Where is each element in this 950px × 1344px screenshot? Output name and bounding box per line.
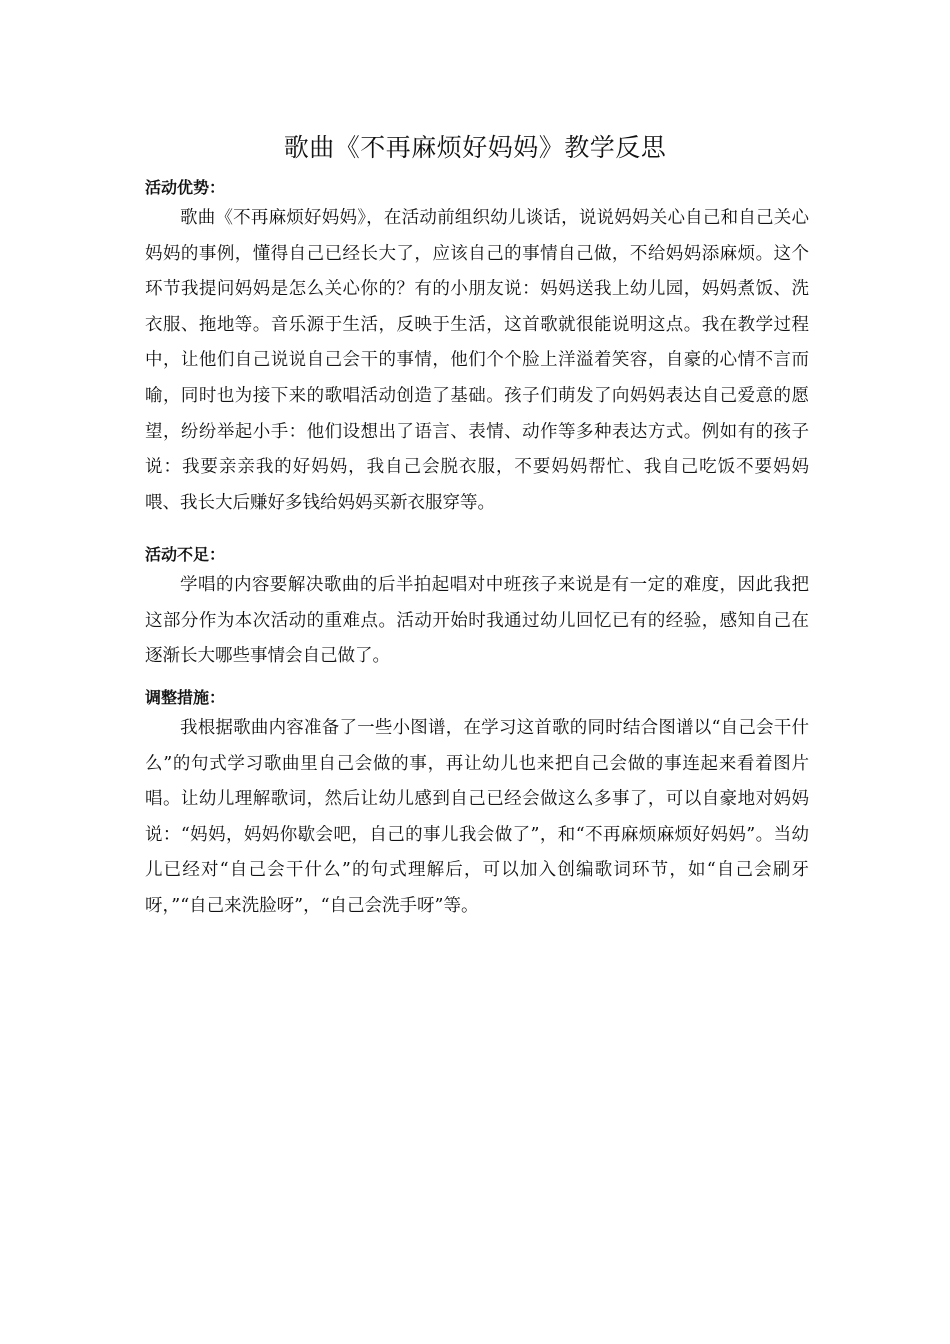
section-advantages	[145, 175, 809, 521]
section-text-adjustments: 我根据歌曲内容准备了一些小图谱，在学习这首歌的同时结合图谱以“自己会干什么”的句式学习歌曲里自己会做的事，再让幼儿也来把自己会做的事连起来看着图片唱。让幼儿理解歌词，然后让幼儿感到自己已经会做这么多事了，可以自豪地对妈妈说：“妈妈，妈妈你歇会吧，自己的事儿我会做了”，和“不再麻烦麻烦好妈妈”。当幼儿已经对“自己会干什么”的句式理解后，可以加入创编歌词环节，如“自己会刷牙呀，”“自己来洗脸呀”，“自己会洗手呀”等。	[145, 718, 809, 916]
section-heading-adjustments: 调整措施：	[145, 688, 226, 707]
section-text-advantages: 歌曲《不再麻烦好妈妈》，在活动前组织幼儿谈话，说说妈妈关心自己和自己关心妈妈的事例，懂得自己已经长大了，应该自己的事情自己做，不给妈妈添麻烦。这个环节我提问妈妈是怎么关心你的？有的小朋友说：妈妈送我上幼儿园，妈妈煮饭、洗衣服、拖地等。音乐源于生活，反映于生活，这首歌就很能说明这点。我在教学过程中，让他们自己说说自己会干的事情，他们个个脸上洋溢着笑容，自豪的心情不言而喻，同时也为接下来的歌唱活动创造了基础。孩子们萌发了向妈妈表达自己爱意的愿望，纷纷举起小手：他们设想出了语言、表情、动作等多种表达方式。例如有的孩子说：我要亲亲我的好妈妈，我自己会脱衣服，不要妈妈帮忙、我自己吃饭不要妈妈喂、我长大后赚好多钱给妈妈买新衣服穿等。	[145, 208, 809, 513]
section-text-shortcomings: 学唱的内容要解决歌曲的后半拍起唱对中班孩子来说是有一定的难度，因此我把这部分作为本次活动的重难点。活动开始时我通过幼儿回忆已有的经验，感知自己在逐渐长大哪些事情会自己做了。	[145, 575, 809, 667]
section-adjustments	[145, 685, 809, 925]
section-heading-shortcomings: 活动不足：	[145, 545, 226, 564]
section-shortcomings	[145, 542, 809, 675]
document-title: 歌曲《不再麻烦好妈妈》教学反思	[283, 133, 667, 162]
section-heading-advantages: 活动优势：	[145, 178, 226, 197]
